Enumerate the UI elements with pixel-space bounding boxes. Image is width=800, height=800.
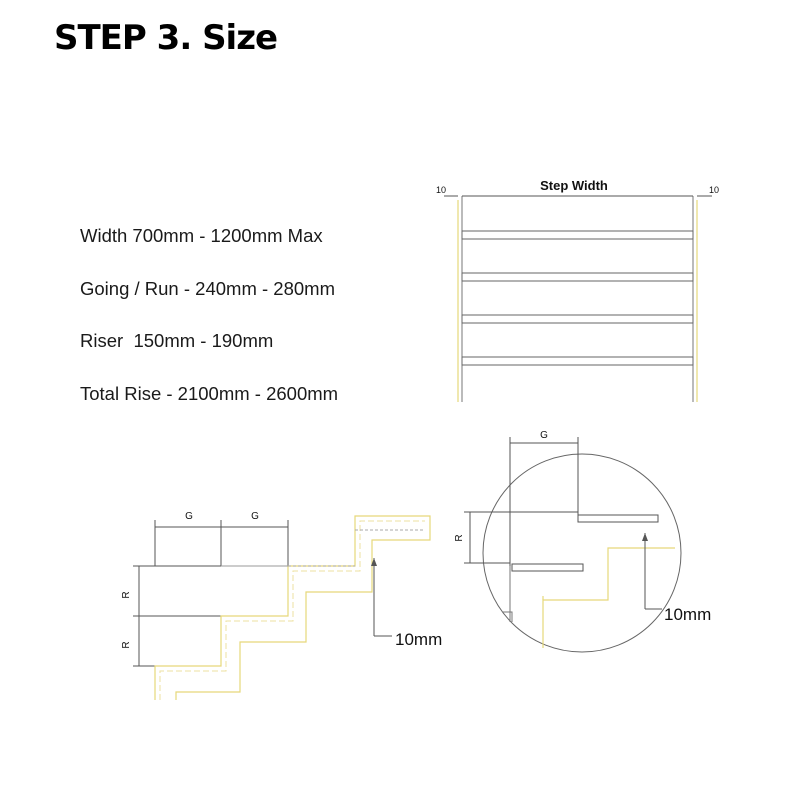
- stair-inner-outline: [160, 521, 425, 700]
- detail-stringer-outline: [543, 548, 675, 648]
- detail-circle-diagram: [454, 430, 711, 652]
- left-margin-label: 10: [435, 185, 447, 195]
- tread-2: [462, 273, 693, 281]
- riser-label-1: R: [121, 591, 132, 599]
- detail-tread-lower: [512, 564, 583, 571]
- detail-going-label: G: [540, 430, 548, 441]
- right-margin-label: 10: [708, 185, 720, 195]
- step-width-diagram: [436, 178, 719, 402]
- spec-riser: Riser 150mm - 190mm: [80, 330, 274, 351]
- detail-gap-arrowhead: [642, 533, 648, 541]
- detail-gap-label: 10mm: [664, 605, 712, 624]
- detail-tread-upper: [578, 515, 658, 522]
- going-label-2: G: [251, 511, 259, 522]
- page-title: STEP 3. Size: [54, 18, 278, 58]
- tread-3: [462, 315, 693, 323]
- detail-riser-label: R: [454, 534, 465, 542]
- going-label-1: G: [185, 511, 193, 522]
- step-width-label: Step Width: [540, 178, 608, 193]
- stair-profile-diagram: [121, 511, 442, 700]
- spec-total-rise: Total Rise - 2100mm - 2600mm: [80, 382, 339, 404]
- riser-label-2: R: [121, 641, 132, 649]
- tread-1: [462, 231, 693, 239]
- spec-width: Width 700mm - 1200mm Max: [80, 225, 323, 246]
- profile-gap-label: 10mm: [395, 630, 443, 649]
- detail-corner: [503, 612, 512, 622]
- tread-4: [462, 357, 693, 365]
- spec-going: Going / Run - 240mm - 280mm: [80, 277, 335, 299]
- detail-circle: [483, 454, 681, 652]
